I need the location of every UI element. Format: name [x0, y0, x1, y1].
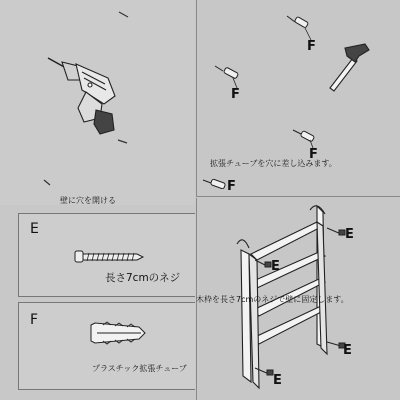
part-f-letter: F: [30, 312, 39, 328]
part-f-box: [18, 302, 195, 390]
drill-icon: [48, 58, 115, 134]
label-e-left: E: [271, 259, 280, 274]
label-e-top-right: E: [345, 227, 354, 242]
drill-step-caption: 壁に穴を開ける: [60, 196, 116, 205]
shelf-step-caption: 木枠を長さ7cmのネジで壁に固定します。: [196, 295, 349, 304]
hammer-icon: [330, 44, 369, 91]
part-f-caption: プラスチック拡張チューブ: [92, 364, 187, 373]
part-e-box: [18, 213, 195, 297]
label-f-left: F: [231, 87, 240, 102]
anchor-step-caption: 拡張チューブを穴に差し込みます。: [210, 159, 337, 168]
drill-step-panel: [0, 0, 195, 205]
anchor-step-panel: [196, 0, 400, 197]
screw-icon: [19, 214, 196, 298]
part-e-caption: 長さ7cmのネジ: [105, 272, 181, 284]
part-e-letter: E: [30, 221, 39, 237]
label-e-bottom-right: E: [343, 343, 352, 358]
label-f-top: F: [307, 39, 316, 54]
label-f-right: F: [309, 147, 318, 162]
label-f-bottom: F: [227, 179, 236, 194]
label-e-bottom-left: E: [273, 373, 282, 388]
drill-illustration: [0, 0, 195, 205]
plastic-anchor-icon: [19, 303, 196, 391]
